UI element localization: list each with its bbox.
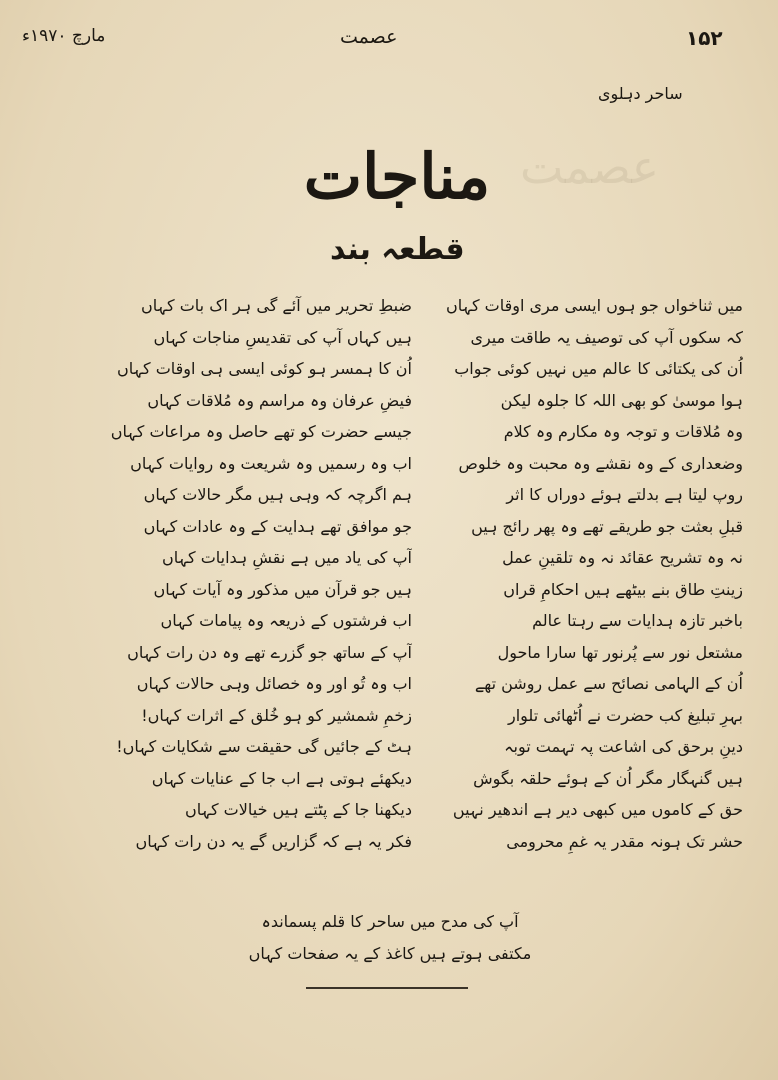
verse-line: ہیں جو قرآن میں مذکور وہ آیات کہاں (153, 579, 412, 599)
left-verse-column (72, 290, 412, 857)
verse-line: اب فرشتوں کے ذریعہ وہ پیامات کہاں (160, 611, 412, 630)
verse-line: دینِ برحق کی اشاعت پہ تہمت توبہ (504, 737, 743, 756)
verse-line: ہوا موسیٰ کو بھی اللہ کا جلوہ لیکن (500, 390, 743, 410)
verse-line: میں ثناخواں جو ہوں ایسی مری اوقات کہاں (445, 296, 743, 315)
verse-line: باخبر تازہ ہدایات سے رہتا عالم (532, 611, 743, 630)
verse-line: اب وہ تُو اور وہ خصائل وہی حالات کہاں (136, 674, 412, 693)
verse-line: زینتِ طاق بنے بیٹھے ہیں احکامِ قراں (503, 579, 743, 599)
verse-line: آپ کی یاد میں ہے نقشِ ہدایات کہاں (161, 548, 412, 567)
poet-name: ساحر دہلوی (598, 84, 683, 103)
verse-line: ہم اگرچہ کہ وہی ہیں مگر حالات کہاں (143, 485, 412, 504)
verse-line: اُن کے الہامی نصائح سے عمل روشن تھے (474, 674, 743, 693)
verse-line: اب وہ رسمیں وہ شریعت وہ روایات کہاں (130, 453, 412, 473)
verse-line: بہرِ تبلیغ کب حضرت نے اُٹھائی تلوار (507, 705, 743, 725)
verse-line: وضعداری کے وہ نقشے وہ محبت وہ خلوص (458, 453, 743, 473)
verse-line: دیکھئے ہوتی ہے اب جا کے عنایات کہاں (151, 768, 412, 788)
verse-line: نہ وہ تشریح عقائد نہ وہ تلقینِ عمل (502, 548, 743, 567)
verse-line: زخمِ شمشیر کو ہو خُلق کے اثرات کہاں! (141, 705, 412, 725)
verse-line: ہٹ کے جائیں گی حقیقت سے شکایات کہاں! (116, 737, 412, 756)
verse-line: ضبطِ تحریر میں آئے گی ہر اک بات کہاں (141, 296, 412, 315)
faded-watermark: عصمت (520, 140, 660, 194)
closing-line: مکتفی ہوتے ہیں کاغذ کے یہ صفحات کہاں (248, 944, 532, 963)
verse-line: فکر یہ ہے کہ گزاریں گے یہ دن رات کہاں (135, 831, 412, 851)
verse-line: حشر تک ہونہ مقدر یہ غمِ محرومی (506, 831, 743, 851)
verse-line: جو موافق تھے ہدایت کے وہ عادات کہاں (143, 516, 412, 536)
verse-line: جیسے حضرت کو تھے حاصل وہ مراعات کہاں (110, 422, 412, 441)
verse-line: کہ سکوں آپ کی توصیف یہ طاقت میری (470, 327, 743, 347)
poem-subtitle: قطعہ بند (330, 232, 465, 267)
closing-line: آپ کی مدح میں ساحر کا قلم پسماندہ (261, 912, 519, 931)
closing-couplet (240, 906, 540, 970)
verse-line: اُن کی یکتائی کا عالم میں نہیں کوئی جواب (454, 359, 743, 378)
verse-line: وہ مُلاقات و توجہ وہ مکارم وہ کلام (503, 422, 743, 441)
verse-line: دیکھنا جا کے پٹتے ہیں خیالات کہاں (184, 800, 412, 819)
verse-line: اُن کا ہمسر ہو کوئی ایسی ہی اوقات کہاں (116, 359, 412, 378)
right-verse-column (398, 290, 743, 857)
verse-line: ہیں گنہگار مگر اُن کے ہوئے حلقہ بگوش (473, 768, 743, 788)
verse-line: حق کے کاموں میں کبھی دیر ہے اندھیر نہیں (452, 800, 743, 819)
verse-line: ہیں کہاں آپ کی تقدیسِ مناجات کہاں (153, 327, 412, 347)
issue-date: مارچ ۱۹۷۰ء (22, 26, 106, 46)
verse-line: مشتعل نور سے پُرنور تھا سارا ماحول (497, 642, 743, 662)
verse-line: آپ کے ساتھ جو گزرے تھے وہ دن رات کہاں (127, 642, 412, 662)
page-number: ۱۵۲ (686, 26, 723, 50)
verse-line: روپ لیتا ہے بدلتے ہوئے دوراں کا اثر (506, 485, 743, 504)
magazine-name: عصمت (340, 26, 398, 48)
poem-title: مناجات (303, 140, 491, 213)
end-divider (306, 987, 468, 989)
verse-line: فیضِ عرفان وہ مراسم وہ مُلاقات کہاں (147, 390, 412, 410)
verse-line: قبلِ بعثت جو طریقے تھے وہ پھر رائج ہیں (471, 516, 743, 536)
